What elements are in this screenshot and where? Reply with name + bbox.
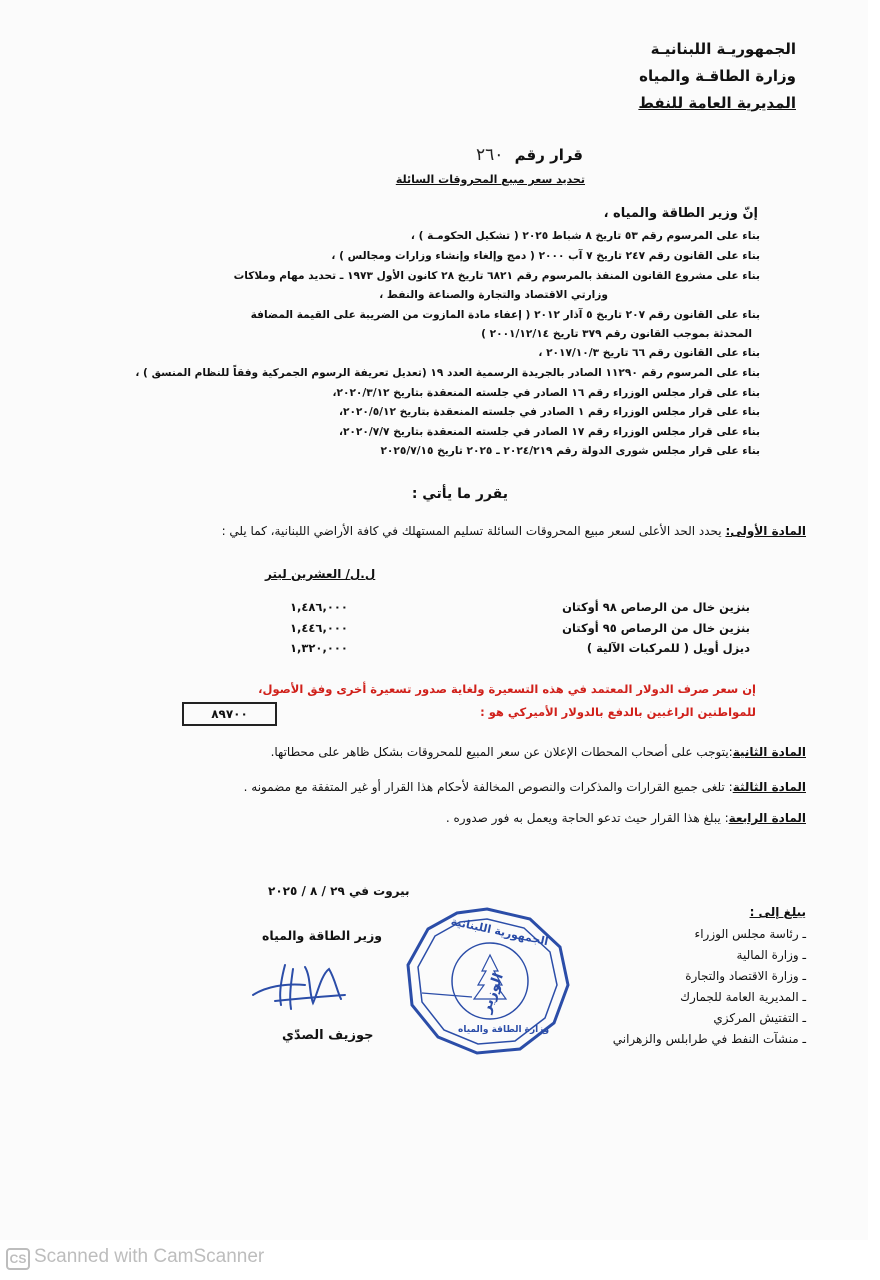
- decision-subject: تحديد سعر مبيع المحروقات السائلة: [395, 173, 585, 186]
- article-3-label: المادة الثالثة: [732, 780, 806, 794]
- decision-number-label: قرار رقم: [514, 146, 583, 164]
- camscanner-icon: CS: [6, 1248, 30, 1270]
- official-stamp: [402, 905, 572, 1055]
- recital-item: بناء على القانون رقم ٢٤٧ تاريخ ٧ آب ٢٠٠٠ ( دمج وإلغاء وإنشاء وزارات ومجالس ) ،: [331, 250, 760, 262]
- exchange-note-line-2: للمواطنين الراغبين بالدفع بالدولار الأميركي هو :: [480, 705, 756, 719]
- recital-item: وزارتي الاقتصاد والتجارة والصناعة والنفط ،: [379, 289, 608, 301]
- fuel-price: ١,٤٤٦,٠٠٠: [290, 621, 348, 635]
- article-3-text: : تلغى جميع القرارات والمذكرات والنصوص المخالفة لأحكام هذا القرار أو غير المتفقة مع مضمونه .: [243, 780, 733, 794]
- exchange-rate-box: ٨٩٧٠٠: [182, 702, 277, 726]
- notify-item: ـ وزارة الاقتصاد والتجارة: [685, 969, 806, 983]
- article-4-text: : يبلغ هذا القرار حيث تدعو الحاجة ويعمل به فور صدوره .: [445, 811, 729, 825]
- recital-item: بناء على المرسوم رقم ١١٢٩٠ الصادر بالجريدة الرسمية العدد ١٩ (تعديل تعريفة الرسوم الجمركية وفقاً للنظام المنسق ) ،: [135, 367, 760, 379]
- article-4-label: المادة الرابعة: [728, 811, 806, 825]
- notify-item: ـ التفتيش المركزي: [713, 1011, 806, 1025]
- minister-name: جوزيف الصدّي: [282, 1028, 374, 1043]
- article-2-label: المادة الثانية: [732, 745, 806, 759]
- notify-item: ـ المديرية العامة للجمارك: [680, 990, 806, 1004]
- article-3: [244, 780, 806, 794]
- article-1: [222, 524, 806, 538]
- recital-item: بناء على قرار مجلس الوزراء رقم ١٧ الصادر في جلسته المنعقدة بتاريخ ٢٠٢٠/٧/٧،: [338, 426, 760, 438]
- fuel-price: ١,٣٢٠,٠٠٠: [290, 641, 348, 655]
- decision-number: [476, 145, 583, 165]
- recital-item: بناء على القانون رقم ٦٦ تاريخ ٢٠١٧/١٠/٣ ،: [538, 347, 760, 359]
- decision-number-value: ٢٦٠: [475, 145, 504, 165]
- notify-title: يبلغ إلى :: [749, 905, 806, 919]
- unit-header: ل.ل/ العشرين ليتر: [265, 567, 376, 581]
- article-2-text: :يتوجب على أصحاب المحطات الإعلان عن سعر المبيع للمحروقات بشكل ظاهر على محطاتها.: [270, 745, 733, 759]
- recital-item: بناء على المرسوم رقم ٥٣ تاريخ ٨ شباط ٢٠٢٥ ( تشكيل الحكومـة ) ،: [410, 230, 760, 242]
- article-1-text: يحدد الحد الأعلى لسعر مبيع المحروقات السائلة تسليم المستهلك في كافة الأراضي اللبنانية، كما يلي :: [221, 524, 726, 538]
- recital-item: بناء على قرار مجلس الوزراء رقم ١ الصادر في جلسته المنعقدة بتاريخ ٢٠٢٠/٥/١٢،: [338, 406, 760, 418]
- scanner-watermark: Scanned with CamScanner: [34, 1246, 265, 1267]
- exchange-note-line-1: إن سعر صرف الدولار المعتمد في هذه التسعيرة ولغاية صدور تسعيرة أخرى وفق الأصول،: [258, 682, 756, 696]
- article-1-label: المادة الأولى:: [725, 524, 806, 538]
- recital-item: بناء على القانون رقم ٢٠٧ تاريخ ٥ آذار ٢٠١٢ ( إعفاء مادة المازوت من الضريبة على القيمة المضافة: [250, 309, 760, 321]
- recital-item: المحدثة بموجب القانون رقم ٣٧٩ تاريخ ٢٠٠١/١٢/١٤ ): [481, 328, 752, 340]
- header-ministry: وزارة الطاقـة والمياه: [639, 67, 796, 85]
- fuel-name: بنزين خال من الرصاص ٩٨ أوكتان: [562, 600, 750, 614]
- recital-item: بناء على مشروع القانون المنفذ بالمرسوم رقم ٦٨٢١ تاريخ ٢٨ كانون الأول ١٩٧٣ ـ تحديد مهام وملاكات: [233, 270, 760, 282]
- stamp-center-text: الوزير: [477, 971, 507, 1015]
- notify-item: ـ رئاسة مجلس الوزراء: [694, 927, 806, 941]
- recital-item: بناء على قرار مجلس شورى الدولة رقم ٢٠٢٤/٢١٩ ـ ٢٠٢٥ تاريخ ٢٠٢٥/٧/١٥: [380, 445, 760, 457]
- fuel-price: ١,٤٨٦,٠٠٠: [290, 600, 348, 614]
- fuel-name: بنزين خال من الرصاص ٩٥ أوكتان: [562, 621, 750, 635]
- article-4: [446, 811, 806, 825]
- intro-line: إنّ وزير الطاقة والمياه ،: [603, 206, 758, 221]
- article-2: [271, 745, 806, 759]
- date-line: بيروت في ٢٩ / ٨ / ٢٠٢٥: [268, 884, 410, 898]
- decides-heading: يقرر ما يأتي :: [411, 486, 508, 502]
- stamp-bottom-text: وزارة الطاقة والمياه: [458, 1025, 550, 1035]
- recital-item: بناء على قرار مجلس الوزراء رقم ١٦ الصادر في جلسته المنعقدة بتاريخ ٢٠٢٠/٣/١٢،: [332, 387, 760, 399]
- header-republic: الجمهوريـة اللبنانيـة: [650, 40, 796, 58]
- signature: [245, 955, 355, 1015]
- minister-title: وزير الطاقة والمياه: [262, 928, 383, 943]
- stamp-outer-text: الجمهورية اللبنانية: [449, 914, 550, 949]
- notify-item: ـ منشآت النفط في طرابلس والزهراني: [612, 1032, 806, 1046]
- fuel-name: ديزل أويل ( للمركبات الآلية ): [586, 641, 750, 655]
- header-directorate: المديرية العامة للنفط: [638, 94, 796, 112]
- notify-item: ـ وزارة المالية: [736, 948, 806, 962]
